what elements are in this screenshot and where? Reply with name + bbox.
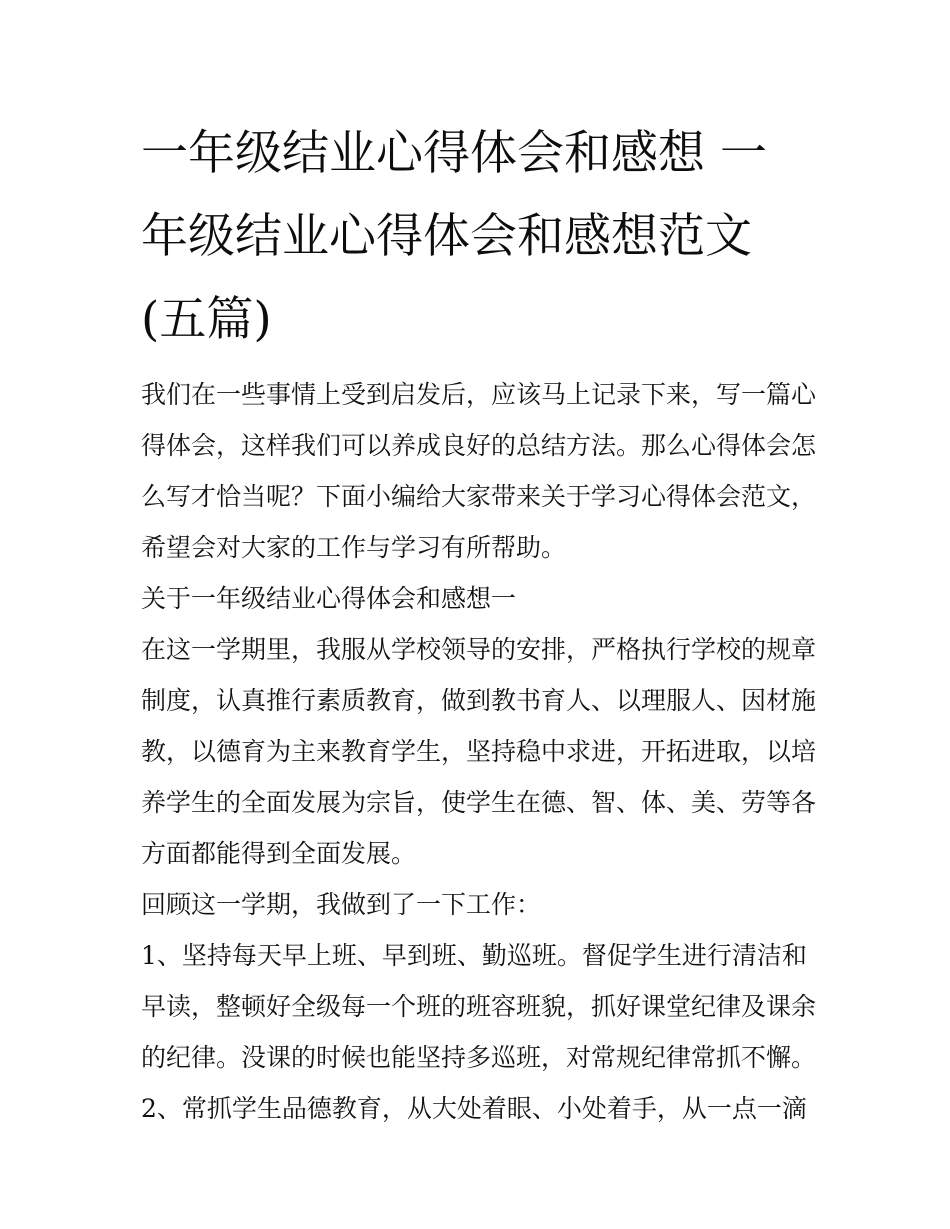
title-line: 一年级结业心得体会和感想 一	[141, 126, 767, 181]
text-line: 制度，认真推行素质教育，做到教书育人、以理服人、因材施	[141, 686, 817, 715]
body-paragraph	[141, 879, 821, 930]
text-line: 得体会，这样我们可以养成良好的总结方法。那么心得体会怎	[141, 431, 817, 460]
section-heading	[141, 573, 821, 624]
text-line: 的纪律。没课的时候也能坚持多巡班，对常规纪律常抓不懈。	[141, 1043, 817, 1072]
text-line: 希望会对大家的工作与学习有所帮助。	[141, 533, 567, 562]
list-item	[141, 930, 821, 1083]
text-line: 我们在一些事情上受到启发后，应该马上记录下来，写一篇心	[141, 380, 817, 409]
text-line: 在这一学期里，我服从学校领导的安排，严格执行学校的规章	[141, 635, 817, 664]
text-line: 回顾这一学期，我做到了一下工作：	[141, 890, 542, 919]
document-content	[141, 112, 821, 1134]
text-line: 关于一年级结业心得体会和感想一	[141, 584, 517, 613]
title-line: 年级结业心得体会和感想范文	[141, 209, 752, 264]
document-body	[141, 369, 821, 1134]
text-line: 早读，整顿好全级每一个班的班容班貌，抓好课堂纪律及课余	[141, 992, 817, 1021]
body-paragraph	[141, 624, 821, 879]
text-line: 2、常抓学生品德教育，从大处着眼、小处着手，从一点一滴	[141, 1094, 807, 1123]
title-line: (五篇)	[141, 292, 272, 347]
text-line: 养学生的全面发展为宗旨，使学生在德、智、体、美、劳等各	[141, 788, 817, 817]
text-line: 教，以德育为主来教育学生，坚持稳中求进，开拓进取，以培	[141, 737, 817, 766]
list-item	[141, 1083, 821, 1134]
document-title	[141, 112, 821, 361]
text-line: 么写才恰当呢？下面小编给大家带来关于学习心得体会范文，	[141, 482, 817, 511]
text-line: 1、坚持每天早上班、早到班、勤巡班。督促学生进行清洁和	[141, 941, 807, 970]
text-line: 方面都能得到全面发展。	[141, 839, 417, 868]
intro-paragraph	[141, 369, 821, 573]
